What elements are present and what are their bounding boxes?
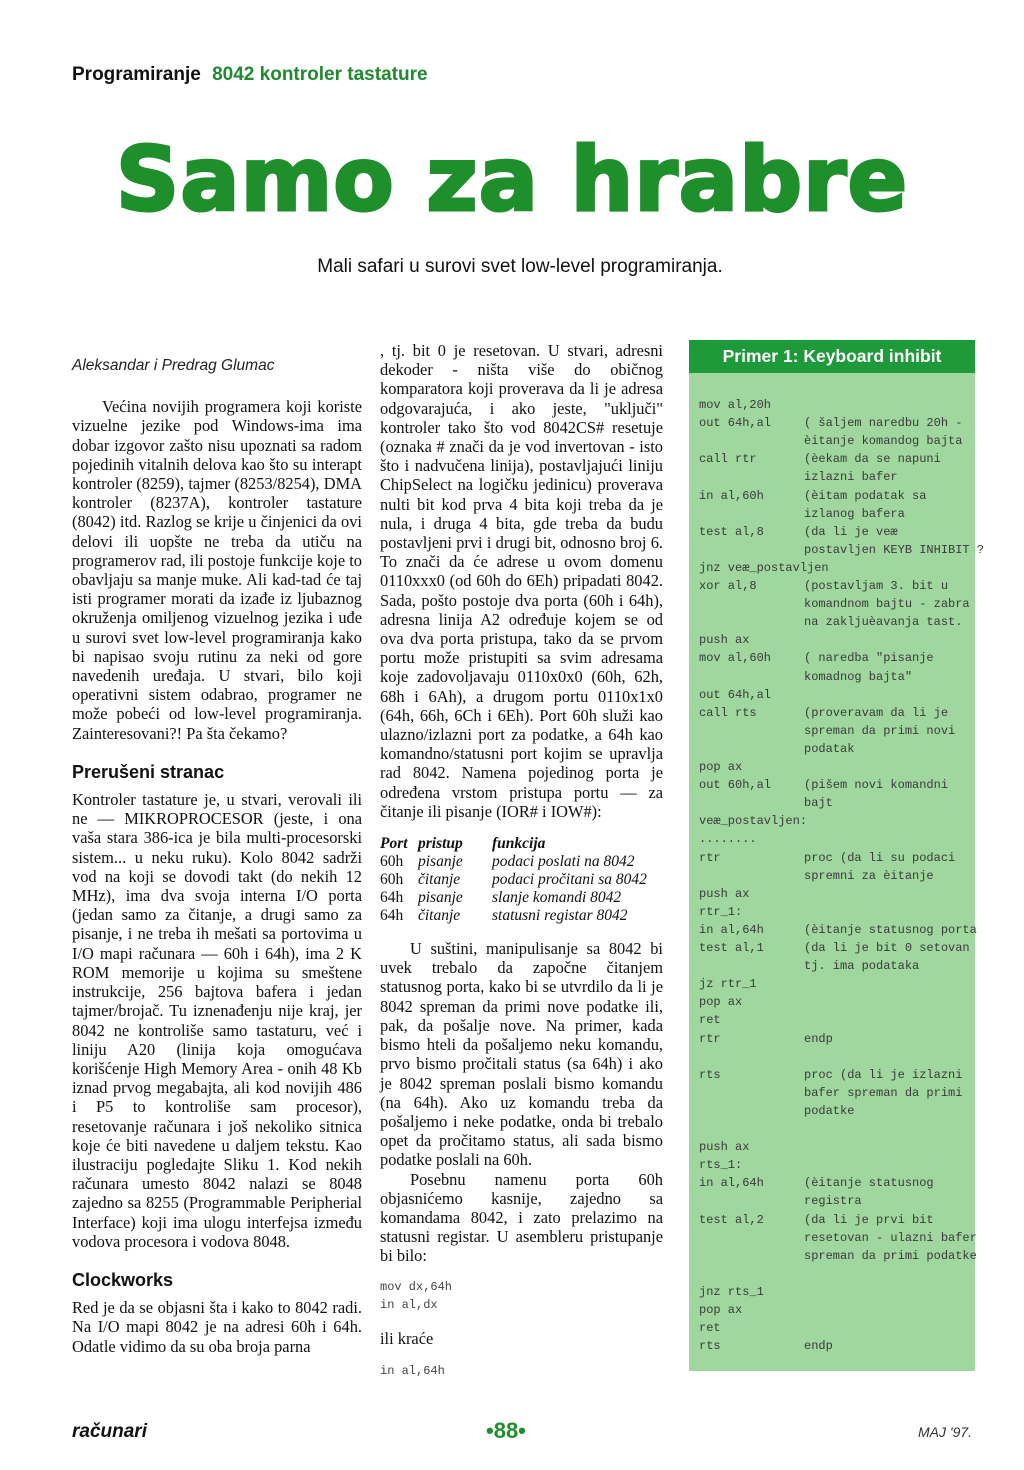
code-comment: (da li je prvi bit (804, 1212, 934, 1227)
code-instruction: mov al,60h (699, 651, 772, 666)
table-cell: 64h (380, 889, 404, 907)
code-instruction: veæ_postavljen: (699, 814, 808, 829)
code-comment: (postavljam 3. bit u (804, 579, 949, 593)
code-instruction: rtr_1: (699, 904, 743, 919)
body-paragraph: Posebnu namenu porta 60h objasnićemo kasnije, zajedno sa komandama 8042, i zato prelazimo na statusni registar. U asembleru pristupanje bi bilo: (380, 1169, 663, 1266)
table-cell: čitanje (418, 907, 461, 925)
table-cell: pisanje (418, 853, 463, 871)
code-instruction: out 60h,al (699, 778, 772, 793)
body-paragraph: , tj. bit 0 je resetovan. U stvari, adresni dekoder - ništa više do običnog komparatora koji proverava da li je adresa odgovarajuća, i ako jeste, "uključi" kontroler tako što vod 8042CS# resetuje (oznaka # znači da je vod invertovan - isto što i nadvučena linija), postavljajući liniju ChipSelect na logičku jedinicu) proverava nulti bit kod prva 4 bita koji treba da je nula, i druga 4 bita, gde treba da budu postavljeni prvi i drugi bit, odnosno broj 6. To znači da će adrese u ovom domenu 0110xxx0 (od 60h do 6Eh) pripadati 8042. Sada, pošto postoje dva porta (60h i 64h), adresna linija A2 određuje kojem se od ova dva porta pristupa, tako da se prvom portu može pristupiti sa svim adresama koje zadovoljavaju 0110x0x0 (60h, 62h, 68h i 6Ah), a drugom portu 0110x1x0 (64h, 66h, 6Ch i 6Eh). Port 60h služi kao ulazno/izlazni port za podatke, a 64h kao komandno/statusni port kojim se upravlja rad 8042. Namena pojedinog porta je određena vrstom pristupa portu — za čitanje ili pisanje (IOR# i IOW#): (380, 341, 663, 821)
body-paragraph: U suštini, manipulisanje sa 8042 bi uvek trebalo da započne čitanjem statusnog porta, kako bi se utvrdilo da li je 8042 spreman da primi nove podatke ili, pak, da pošalje nove. Na primer, kada bismo hteli da pošaljemo neku komandu, prvo bismo pročitali status (sa 64h) i ako je 8042 spreman poslali bismo komandu (na 64h). Ako uz komandu treba da pošaljemo i neke podatke, onda bi trebalo opet da pročitamo status, ali sada bismo podatke poslali na 60h. (380, 939, 663, 1170)
article-title: Samo za hrabre (115, 128, 909, 231)
table-row (380, 871, 647, 889)
author-byline: Aleksandar i Predrag Glumac (72, 357, 275, 374)
code-comment: bajt (804, 796, 833, 811)
table-header-funkcija: funkcija (492, 835, 546, 853)
code-instruction: ret (699, 1321, 721, 1336)
code-comment: bafer spreman da primi (804, 1085, 963, 1100)
sidebar-title: Primer 1: Keyboard inhibit (689, 340, 975, 373)
code-comment: (èitanje statusnog (804, 1176, 934, 1191)
code-comment: proc (da li su podaci (804, 850, 956, 865)
code-instruction: jnz veæ_postavljen (699, 560, 829, 575)
code-comment: (da li je veæ (804, 524, 898, 539)
code-instruction: push ax (699, 633, 750, 648)
code-comment: endp (804, 1031, 833, 1046)
code-instruction: in al,60h (699, 488, 764, 503)
code-comment: na zakljuèavanja tast. (804, 615, 963, 630)
code-comment: spreman da primi podatke (804, 1248, 977, 1263)
code-instruction: pop ax (699, 1303, 743, 1317)
code-comment: podatke (804, 1103, 855, 1118)
code-instruction: rtr (699, 1031, 721, 1046)
code-instruction: out 64h,al (699, 416, 772, 431)
code-instruction: pop ax (699, 995, 743, 1010)
code-instruction: test al,8 (699, 524, 764, 539)
code-instruction: ........ (699, 832, 757, 847)
table-cell: statusni registar 8042 (492, 907, 628, 925)
table-header-pristup: pristup (418, 835, 463, 853)
code-comment: postavljen KEYB INHIBIT ? (804, 542, 985, 557)
table-cell: slanje komandi 8042 (492, 889, 622, 907)
code-snippet: mov dx,64h in al,dx (380, 1279, 453, 1313)
table-header-row (380, 835, 647, 853)
heading-prerušeni-stranac: Prerušeni stranac (72, 761, 225, 782)
port-table (380, 835, 647, 925)
table-cell: čitanje (418, 871, 461, 889)
column-1 (72, 356, 362, 1356)
code-instruction: rts (699, 1067, 721, 1082)
table-cell: 60h (380, 871, 404, 889)
code-instruction: pop ax (699, 760, 743, 774)
code-instruction: jnz rts_1 (699, 1284, 764, 1299)
code-instruction: rts_1: (699, 1158, 743, 1173)
table-row (380, 907, 647, 925)
section-topic: 8042 kontroler tastature (212, 64, 428, 85)
sidebar-code-listing (699, 398, 985, 1358)
code-snippet: in al,64h (380, 1363, 445, 1378)
heading-clockworks: Clockworks (72, 1269, 174, 1290)
code-instruction: push ax (699, 886, 750, 901)
code-instruction: mov al,20h (699, 398, 772, 412)
code-instruction: test al,1 (699, 941, 764, 955)
code-comment: èitanje komandog bajta (804, 434, 963, 449)
section-header (72, 64, 428, 86)
code-instruction: push ax (699, 1140, 750, 1155)
code-instruction: call rtr (699, 452, 757, 467)
code-instruction: out 64h,al (699, 687, 772, 702)
intro-paragraph: Većina novijih programera koji koriste vizuelne jezike pod Windows-ima ima dobar izgovor zašto nisu upoznati sa radom pojedinih vitalnih delova kao što su interapt kontroler (8259), tajmer (8253/8254), DMA kontroler (8237A), kontroler tastature (8042) itd. Razlog se krije u činjenici da ovi delovi ili uopšte ne treba da utiču na programerov rad, ili postoje funkcije koje to obavljaju sa manje muke. Ali kad-tad će taj isti programer morati da izađe iz ljubaznog okruženja omiljenog vizuelnog jezika i uđe u surovi svet low-level programiranja kako bi napisao svoju rutinu za neki od gore navedenih uređaja. U stvari, bilo koji operativni sistem odabrao, programer ne može pobeći od low-level programiranja. Zainteresovani?! Pa šta čekamo? (72, 397, 362, 743)
code-comment: (pišem novi komandni (804, 778, 949, 793)
code-comment: podatak (804, 741, 855, 756)
page-number: •88• (486, 1418, 526, 1443)
code-comment: izlanog bafera (804, 506, 905, 521)
code-instruction: test al,2 (699, 1212, 764, 1227)
section-category: Programiranje (72, 64, 201, 85)
table-header-port: Port (380, 835, 408, 853)
table-cell: podaci poslati na 8042 (492, 853, 635, 871)
code-instruction: ret (699, 1013, 721, 1028)
table-cell: 64h (380, 907, 404, 925)
code-comment: izlazni bafer (804, 470, 898, 485)
code-instruction: rtr (699, 850, 721, 865)
code-comment: komadnog bajta" (804, 669, 913, 684)
code-comment: tj. ima podataka (804, 959, 920, 974)
footer-magazine-name: računari (72, 1421, 147, 1442)
table-cell: pisanje (418, 889, 463, 907)
code-comment: spreman da primi novi (804, 723, 956, 738)
code-comment: komandnom bajtu - zabra (804, 597, 970, 612)
code-comment: ( šaljem naredbu 20h - (804, 416, 963, 431)
table-row (380, 853, 647, 871)
code-instruction: call rts (699, 705, 757, 720)
code-instruction: in al,64h (699, 1176, 764, 1191)
code-comment: (proveravam da li je (804, 705, 949, 720)
body-paragraph: ili kraće (380, 1328, 434, 1348)
code-comment: proc (da li je izlazni (804, 1067, 963, 1082)
table-row (380, 889, 647, 907)
code-comment: endp (804, 1339, 833, 1354)
column-2 (380, 341, 663, 1381)
code-comment: ( naredba "pisanje (804, 651, 934, 666)
code-comment: (èitanje statusnog porta (804, 922, 977, 937)
code-instruction: in al,64h (699, 922, 764, 937)
code-instruction: rts (699, 1339, 721, 1354)
table-cell: podaci pročitani sa 8042 (492, 871, 647, 889)
article-subtitle: Mali safari u surovi svet low-level programiranja. (317, 256, 723, 277)
code-comment: (èitam podatak sa (804, 488, 927, 503)
table-cell: 60h (380, 853, 404, 871)
code-comment: (èekam da se napuni (804, 452, 941, 467)
code-instruction: jz rtr_1 (699, 977, 757, 992)
body-paragraph: Red je da se objasni šta i kako to 8042 radi. Na I/O mapi 8042 je na adresi 60h i 64h. Odatle vidimo da su oba broja parna (72, 1298, 362, 1356)
code-comment: registra (804, 1194, 862, 1209)
code-comment: (da li je bit 0 setovan (804, 941, 970, 955)
issue-date: MAJ '97. (918, 1424, 973, 1440)
code-comment: spremni za èitanje (804, 868, 934, 883)
body-paragraph: Kontroler tastature je, u stvari, verovali ili ne — MIKROPROCESOR (jeste, i ona vaša stara 386-ica je bila multi-procesorski sistem... u neku ruku). Kolo 8042 sadrži vod na koji se dovodi takt (do nekih 12 MHz), ima dva svoja interna I/O porta (jedan samo za čitanje, a drugi samo za pisanje, i ne treba ih mešati sa portovima u I/O mapi računara — 60h i 64h), ima 2 K ROM memorije u kojima su smeštene instrukcije, 256 bajtova bafera i jedan tajmer/brojač. Tu iznenađenju nije kraj, jer 8042 ne kontroliše samo tastaturu, već i liniju A20 (linija koja omogućava korišćenje High Memory Area - onih 48 Kb iznad prvog megabajta, ali kod novijih 486 i P5 to kontroliše sam procesor), resetovanje računara i još nekoliko sitnica koje će biti navedene u daljem tekstu. Kao ilustraciju pogledajte Sliku 1. Kod nekih računara umesto 8042 nalazi se 8048 zajedno sa 8255 (Programmable Peripherial Interface) koji ima ulogu interfejsa između vodova procesora i vodova 8048. (72, 790, 362, 1251)
code-comment: resetovan - ulazni bafer (804, 1230, 977, 1245)
code-instruction: xor al,8 (699, 579, 757, 593)
